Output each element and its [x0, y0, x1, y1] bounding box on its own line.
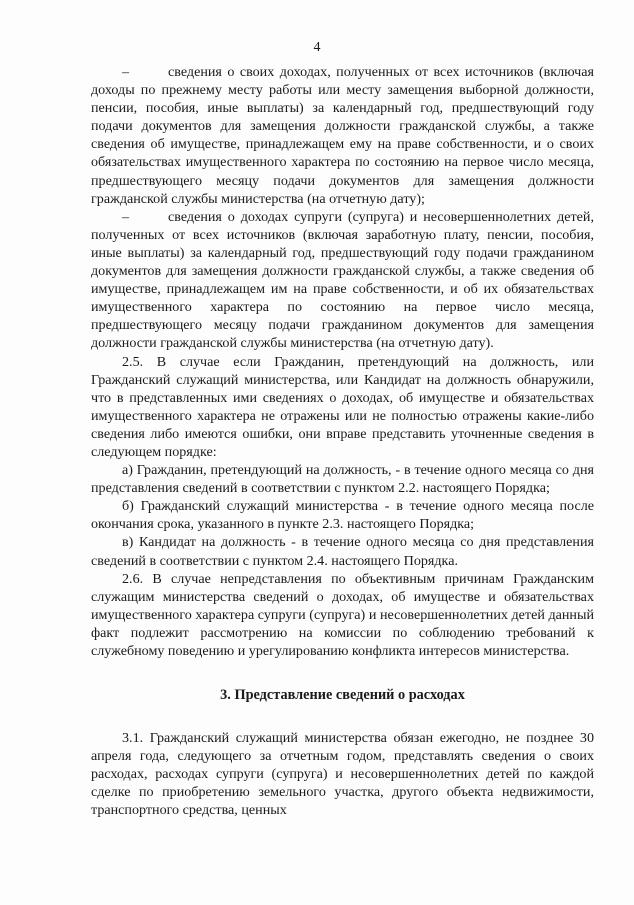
paragraph-2-5: 2.5. В случае если Гражданин, претендующий на должность, или Гражданский служащий министерства, или Кандидат на должность обнаружили, что в представленных ими сведениях о доходах, об имуществе и обязательствах имущественного характера не отражены или не полностью отражены какие-либо сведения либо имеются ошибки, они вправе представить уточненные сведения в следующем порядке:: [91, 353, 594, 460]
paragraph-2-6: 2.6. В случае непредставления по объективным причинам Гражданским служащим министерства сведений о доходах, об имуществе и обязательствах имущественного характера супруги (супруга) и несовершеннолетних детей данный факт подлежит рассмотрению на комиссии по соблюдению требований к служебному поведению и урегулированию конфликта интересов министерства.: [91, 570, 594, 659]
dash-marker: –: [122, 64, 130, 80]
paragraph-3-1: 3.1. Гражданский служащий министерства обязан ежегодно, не позднее 30 апреля года, следующего за отчетным годом, представлять сведения о своих расходах, расходах супруги (супруга) и несовершеннолетних детей по каждой сделке по приобретению земельного участка, другого объекта недвижимости, транспортного средства, ценных: [91, 730, 594, 819]
paragraph-2-5-a: а) Гражданин, претендующий на должность, - в течение одного месяца со дня представления сведений в соответствии с пунктом 2.2. настоящего Порядка;: [91, 462, 594, 497]
paragraph-text: сведения о доходах супруги (супруга) и несовершеннолетних детей, полученных от всех источников (включая заработную плату, пенсии, пособия, иные выплаты) за календарный год, предшествующий году подачи гражданином документов для замещения должности гражданской службы, а также сведения об имуществе, принадлежащем им на праве собственности, и об их обязательствах имущественного характера по состоянию на первое число месяца, предшествующего месяцу подачи гражданином документов для замещения должности гражданской службы министерства (на отчетную дату).: [91, 208, 594, 352]
paragraph-2-5-b: б) Гражданский служащий министерства - в течение одного месяца после окончания срока, указанного в пункте 2.3. настоящего Порядка;: [91, 498, 594, 533]
section-title: 3. Представление сведений о расходах: [220, 687, 465, 704]
paragraph-own-income: [91, 63, 594, 208]
dash-marker: –: [122, 208, 130, 225]
paragraph-2-5-c: в) Кандидат на должность - в течение одного месяца со дня представления сведений в соответствии с пунктом 2.4. настоящего Порядка.: [91, 534, 594, 569]
document-body: [91, 63, 594, 820]
page-number: 4: [313, 40, 321, 55]
paragraph-spouse-income: [91, 208, 594, 353]
paragraph-text: сведения о своих доходах, полученных от всех источников (включая доходы по прежнему месту работы или месту замещения выборной должности, пенсии, пособия, иные выплаты) за календарный год, предшествующий году подачи документов для замещения должности гражданской службы, а также сведения об имуществе, принадлежащем ему на праве собственности, и о своих обязательствах имущественного характера по состоянию на первое число месяца, предшествующего месяцу подачи документов для замещения должности гражданской службы министерства (на отчетную дату);: [91, 64, 594, 207]
